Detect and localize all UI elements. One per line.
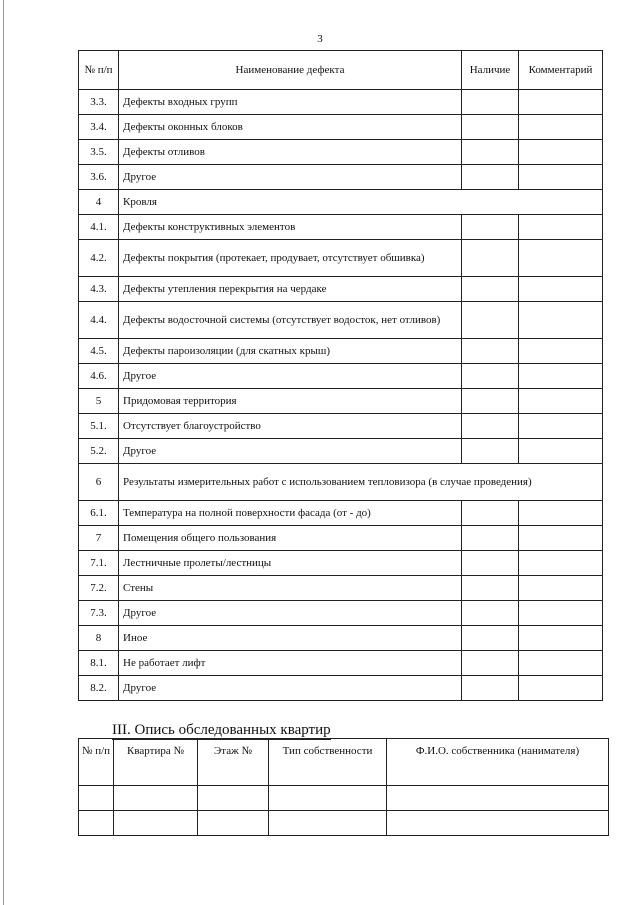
defect-row bbox=[79, 576, 603, 601]
defect-presence-cell[interactable] bbox=[462, 277, 519, 302]
header-apartment: Квартира № bbox=[114, 739, 198, 786]
defect-presence-cell[interactable] bbox=[462, 626, 519, 651]
section-3-title: III. Опись обследованных квартир bbox=[112, 722, 331, 738]
defect-row bbox=[79, 626, 603, 651]
defect-comment-cell[interactable] bbox=[519, 414, 603, 439]
defect-presence-cell[interactable] bbox=[462, 601, 519, 626]
defect-comment-cell[interactable] bbox=[519, 215, 603, 240]
defect-comment-cell[interactable] bbox=[519, 439, 603, 464]
apt-num-cell[interactable] bbox=[79, 786, 114, 811]
defect-row-name: Дефекты оконных блоков bbox=[119, 115, 462, 140]
defect-row-num: 5 bbox=[79, 389, 119, 414]
defect-comment-cell[interactable] bbox=[519, 676, 603, 701]
defects-table bbox=[78, 50, 603, 701]
defect-row bbox=[79, 439, 603, 464]
header-owner: Ф.И.О. собственника (нанимателя) bbox=[387, 739, 609, 786]
defect-comment-cell[interactable] bbox=[519, 302, 603, 339]
floor-cell[interactable] bbox=[198, 811, 269, 836]
defect-comment-cell[interactable] bbox=[519, 601, 603, 626]
defect-row-name: Дефекты отливов bbox=[119, 140, 462, 165]
owner-cell[interactable] bbox=[387, 786, 609, 811]
defect-comment-cell[interactable] bbox=[519, 90, 603, 115]
defect-row bbox=[79, 651, 603, 676]
defect-row-num: 8.1. bbox=[79, 651, 119, 676]
defect-row-num: 8 bbox=[79, 626, 119, 651]
defect-row-name: Другое bbox=[119, 439, 462, 464]
defect-row-num: 4.3. bbox=[79, 277, 119, 302]
floor-cell[interactable] bbox=[198, 786, 269, 811]
defect-comment-cell[interactable] bbox=[519, 389, 603, 414]
header-defect-name: Наименование дефекта bbox=[119, 51, 462, 90]
defect-row-name: Другое bbox=[119, 676, 462, 701]
defect-row-name: Результаты измерительных работ с использованием тепловизора (в случае проведения) bbox=[119, 464, 603, 501]
defect-presence-cell[interactable] bbox=[462, 439, 519, 464]
defect-row-name: Дефекты конструктивных элементов bbox=[119, 215, 462, 240]
defect-comment-cell[interactable] bbox=[519, 626, 603, 651]
defect-comment-cell[interactable] bbox=[519, 140, 603, 165]
defect-row-name: Другое bbox=[119, 364, 462, 389]
apartments-header-row bbox=[79, 739, 609, 786]
owner-cell[interactable] bbox=[387, 811, 609, 836]
header-ownership: Тип собственности bbox=[269, 739, 387, 786]
defect-row-name: Отсутствует благоустройство bbox=[119, 414, 462, 439]
page-edge bbox=[3, 0, 4, 905]
defect-row bbox=[79, 140, 603, 165]
defect-row-name: Дефекты пароизоляции (для скатных крыш) bbox=[119, 339, 462, 364]
defect-row-name: Дефекты водосточной системы (отсутствует водосток, нет отливов) bbox=[119, 302, 462, 339]
defect-row-num: 5.1. bbox=[79, 414, 119, 439]
defect-comment-cell[interactable] bbox=[519, 339, 603, 364]
defect-row bbox=[79, 551, 603, 576]
defect-presence-cell[interactable] bbox=[462, 651, 519, 676]
defect-row bbox=[79, 501, 603, 526]
defect-row-num: 7.2. bbox=[79, 576, 119, 601]
defect-row bbox=[79, 389, 603, 414]
defect-row bbox=[79, 526, 603, 551]
defect-comment-cell[interactable] bbox=[519, 364, 603, 389]
defect-presence-cell[interactable] bbox=[462, 215, 519, 240]
defect-row-name: Иное bbox=[119, 626, 462, 651]
defect-row bbox=[79, 364, 603, 389]
defect-row bbox=[79, 240, 603, 277]
apartment-cell[interactable] bbox=[114, 786, 198, 811]
defect-row-num: 3.6. bbox=[79, 165, 119, 190]
defect-row-num: 5.2. bbox=[79, 439, 119, 464]
apartment-row bbox=[79, 786, 609, 811]
defect-comment-cell[interactable] bbox=[519, 526, 603, 551]
defect-presence-cell[interactable] bbox=[462, 240, 519, 277]
defect-row bbox=[79, 464, 603, 501]
defect-row-num: 7.3. bbox=[79, 601, 119, 626]
defect-row-name: Кровля bbox=[119, 190, 603, 215]
header-floor: Этаж № bbox=[198, 739, 269, 786]
defect-row bbox=[79, 339, 603, 364]
apartments-table bbox=[78, 738, 609, 836]
defect-comment-cell[interactable] bbox=[519, 576, 603, 601]
defect-row-name: Стены bbox=[119, 576, 462, 601]
defect-row-num: 6 bbox=[79, 464, 119, 501]
ownership-cell[interactable] bbox=[269, 786, 387, 811]
apartment-cell[interactable] bbox=[114, 811, 198, 836]
defect-row bbox=[79, 165, 603, 190]
defect-presence-cell[interactable] bbox=[462, 339, 519, 364]
defect-row bbox=[79, 115, 603, 140]
defect-row-name: Дефекты покрытия (протекает, продувает, отсутствует обшивка) bbox=[119, 240, 462, 277]
defect-row bbox=[79, 190, 603, 215]
defect-comment-cell[interactable] bbox=[519, 277, 603, 302]
defect-row-name: Другое bbox=[119, 601, 462, 626]
defect-row-name: Дефекты входных групп bbox=[119, 90, 462, 115]
defect-row-name: Другое bbox=[119, 165, 462, 190]
defect-row-num: 3.5. bbox=[79, 140, 119, 165]
defect-row bbox=[79, 601, 603, 626]
defect-row-num: 6.1. bbox=[79, 501, 119, 526]
defect-row-name: Дефекты утепления перекрытия на чердаке bbox=[119, 277, 462, 302]
apt-num-cell[interactable] bbox=[79, 811, 114, 836]
defect-row-num: 4.1. bbox=[79, 215, 119, 240]
defect-row bbox=[79, 414, 603, 439]
defect-row-name: Помещения общего пользования bbox=[119, 526, 462, 551]
defect-row-name: Не работает лифт bbox=[119, 651, 462, 676]
defect-row-name: Придомовая территория bbox=[119, 389, 462, 414]
defect-presence-cell[interactable] bbox=[462, 526, 519, 551]
defect-presence-cell[interactable] bbox=[462, 364, 519, 389]
defect-row-num: 4.6. bbox=[79, 364, 119, 389]
defect-row-num: 7.1. bbox=[79, 551, 119, 576]
defect-presence-cell[interactable] bbox=[462, 414, 519, 439]
defect-row bbox=[79, 277, 603, 302]
defect-row-num: 4.2. bbox=[79, 240, 119, 277]
defect-presence-cell[interactable] bbox=[462, 551, 519, 576]
defect-presence-cell[interactable] bbox=[462, 676, 519, 701]
defects-header-row bbox=[79, 51, 603, 90]
defect-row-name: Лестничные пролеты/лестницы bbox=[119, 551, 462, 576]
defect-row-num: 4 bbox=[79, 190, 119, 215]
defect-presence-cell[interactable] bbox=[462, 165, 519, 190]
defect-comment-cell[interactable] bbox=[519, 165, 603, 190]
defect-row-num: 7 bbox=[79, 526, 119, 551]
defect-presence-cell[interactable] bbox=[462, 302, 519, 339]
defect-comment-cell[interactable] bbox=[519, 240, 603, 277]
defect-row-num: 8.2. bbox=[79, 676, 119, 701]
header-comment: Комментарий bbox=[519, 51, 603, 90]
defect-presence-cell[interactable] bbox=[462, 140, 519, 165]
header-num: № п/п bbox=[79, 51, 119, 90]
defect-row bbox=[79, 90, 603, 115]
defect-row bbox=[79, 676, 603, 701]
defect-row bbox=[79, 215, 603, 240]
defect-comment-cell[interactable] bbox=[519, 501, 603, 526]
defect-comment-cell[interactable] bbox=[519, 651, 603, 676]
ownership-cell[interactable] bbox=[269, 811, 387, 836]
defect-comment-cell[interactable] bbox=[519, 551, 603, 576]
defect-presence-cell[interactable] bbox=[462, 389, 519, 414]
apartment-row bbox=[79, 811, 609, 836]
defect-presence-cell[interactable] bbox=[462, 501, 519, 526]
defect-row bbox=[79, 302, 603, 339]
defect-row-name: Температура на полной поверхности фасада (от - до) bbox=[119, 501, 462, 526]
defect-row-num: 4.4. bbox=[79, 302, 119, 339]
defect-row-num: 4.5. bbox=[79, 339, 119, 364]
defect-presence-cell[interactable] bbox=[462, 115, 519, 140]
header-apt-num: № п/п bbox=[79, 739, 114, 786]
defect-row-num: 3.3. bbox=[79, 90, 119, 115]
defect-presence-cell[interactable] bbox=[462, 576, 519, 601]
defect-row-num: 3.4. bbox=[79, 115, 119, 140]
defect-presence-cell[interactable] bbox=[462, 90, 519, 115]
page-number: 3 bbox=[317, 33, 323, 45]
defect-comment-cell[interactable] bbox=[519, 115, 603, 140]
header-presence: Наличие bbox=[462, 51, 519, 90]
